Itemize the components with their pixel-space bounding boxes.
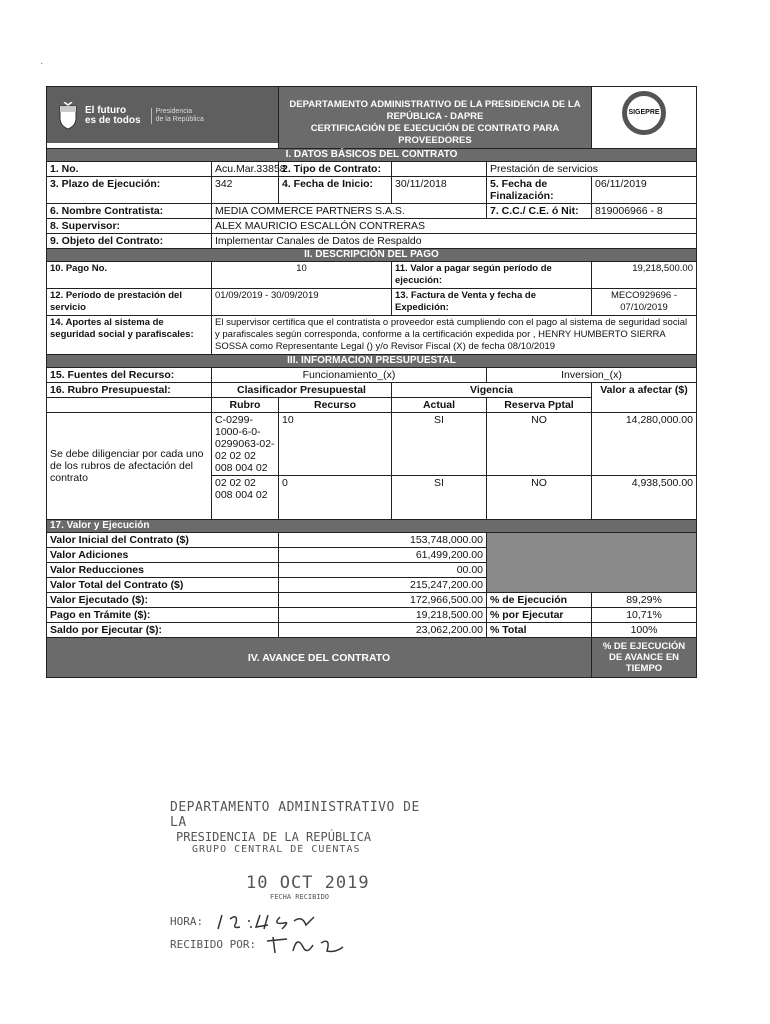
stamp-recibido	[170, 933, 430, 957]
inicio-value: 30/11/2018	[392, 177, 487, 204]
table-row	[47, 413, 697, 476]
no-value: Acu.Mar.33858	[212, 162, 279, 177]
valor-reducciones-value: 00.00	[279, 563, 487, 578]
reserva-col-header: Reserva Pptal	[487, 398, 592, 413]
valor-pagar-label: 11. Valor a pagar según período de ejecución:	[392, 262, 592, 289]
valor-adiciones-value: 61,499,200.00	[279, 548, 487, 563]
sigepre-seal-icon: SIGEPRE	[622, 91, 666, 135]
valor-cell: 4,938,500.00	[592, 476, 697, 520]
nit-label: 7. C.C./ C.E. ó Nit:	[487, 204, 592, 219]
actual-col-header: Actual	[392, 398, 487, 413]
hora-label: HORA:	[170, 915, 204, 928]
coat-of-arms-icon	[57, 102, 79, 130]
aportes-label: 14. Aportes al sistema de seguridad social y parafiscales:	[47, 316, 212, 355]
valor-pagar-value: 19,218,500.00	[592, 262, 697, 289]
valor-inicial-label: Valor Inicial del Contrato ($)	[47, 533, 279, 548]
contratista-value: MEDIA COMMERCE PARTNERS S.A.S.	[212, 204, 487, 219]
scan-mark: ·	[40, 58, 44, 69]
reserva-cell: NO	[487, 413, 592, 476]
vigencia-header: Vigencia	[392, 383, 592, 398]
handwritten-signature-icon	[263, 933, 373, 957]
valor-afectar-header: Valor a afectar ($)	[592, 383, 697, 413]
sigepre-cell	[592, 87, 697, 149]
contratista-label: 6. Nombre Contratista:	[47, 204, 212, 219]
pago-value: 10	[212, 262, 392, 289]
factura-label: 13. Factura de Venta y fecha de Expedición:	[392, 289, 592, 316]
pct-total-value: 100%	[592, 623, 697, 638]
periodo-label: 12. Período de prestación del servicio	[47, 289, 212, 316]
valor-ejecutado-value: 172,966,500.00	[279, 593, 487, 608]
rubro-label: 16. Rubro Presupuestal:	[47, 383, 212, 398]
valor-total-value: 215,247,200.00	[279, 578, 487, 593]
plazo-label: 3. Plazo de Ejecución:	[47, 177, 212, 204]
pct-ejecucion-value: 89,29%	[592, 593, 697, 608]
certificate-table	[46, 86, 697, 678]
stamp-date-caption: FECHA RECIBIDO	[270, 893, 330, 901]
stamp-hora	[170, 911, 430, 933]
valor-cell: 14,280,000.00	[592, 413, 697, 476]
handwritten-time-icon	[210, 911, 330, 933]
pago-label: 10. Pago No.	[47, 262, 212, 289]
inicio-label: 4. Fecha de Inicio:	[279, 177, 392, 204]
periodo-value: 01/09/2019 - 30/09/2019	[212, 289, 392, 316]
supervisor-value: ALEX MAURICIO ESCALLÓN CONTRERAS	[212, 219, 697, 234]
nit-value: 819006966 - 8	[592, 204, 697, 219]
pct-por-ejecutar-label: % por Ejecutar	[487, 608, 592, 623]
header-row	[47, 87, 697, 149]
recurso-cell: 0	[279, 476, 392, 520]
section-1-title: I. DATOS BÁSICOS DEL CONTRATO	[47, 149, 697, 162]
brand-text: El futuro es de todos	[85, 105, 141, 126]
actual-cell: SI	[392, 413, 487, 476]
aportes-value: El supervisor certifica que el contratista o proveedor está cumpliendo con el pago al sistema de seguridad social y parafiscales según corresponda, conforme a la certificación expedida por , HENRY HUMBERTO SIERRA SOSSA como Representante Legal () y/o Revisor Fiscal (X) de fecha 08/10/2019	[212, 316, 697, 355]
pct-total-label: % Total	[487, 623, 592, 638]
tipo-value: Prestación de servicios	[487, 162, 697, 177]
avance-tiempo-header: % DE EJECUCIÓN DE AVANCE EN TIEMPO	[592, 638, 697, 678]
pct-ejecucion-label: % de Ejecución	[487, 593, 592, 608]
objeto-label: 9. Objeto del Contrato:	[47, 234, 212, 249]
recurso-cell: 10	[279, 413, 392, 476]
no-label: 1. No.	[47, 162, 212, 177]
inversion-value: Inversion_(x)	[487, 368, 697, 383]
fin-value: 06/11/2019	[592, 177, 697, 204]
document-title: DEPARTAMENTO ADMINISTRATIVO DE LA PRESIDENCIA DE LA REPÚBLICA - DAPRE CERTIFICACIÓN DE EJECUCIÓN DE CONTRATO PARA PROVEEDORES	[279, 87, 592, 149]
recibido-label: RECIBIDO POR:	[170, 938, 257, 951]
logo-cell	[47, 87, 279, 149]
objeto-value: Implementar Canales de Datos de Respaldo	[212, 234, 697, 249]
tipo-label: 2. Tipo de Contrato:	[279, 162, 392, 177]
stamp-line-2: PRESIDENCIA DE LA REPÚBLICA	[176, 830, 372, 844]
stamp-line-1: DEPARTAMENTO ADMINISTRATIVO DE LA	[170, 800, 420, 830]
valor-inicial-value: 153,748,000.00	[279, 533, 487, 548]
section-2-title: II. DESCRIPCIÓN DEL PAGO	[47, 249, 697, 262]
saldo-label: Saldo por Ejecutar ($):	[47, 623, 279, 638]
rubro-note: Se debe diligenciar por cada uno de los rubros de afectación del contrato	[47, 413, 212, 520]
clasificador-header: Clasificador Presupuestal	[212, 383, 392, 398]
pago-tramite-value: 19,218,500.00	[279, 608, 487, 623]
section-17-title: 17. Valor y Ejecución	[47, 520, 697, 533]
valor-adiciones-label: Valor Adiciones	[47, 548, 279, 563]
factura-value: MECO929696 - 07/10/2019	[592, 289, 697, 316]
stamp-line-3: GRUPO CENTRAL DE CUENTAS	[192, 844, 361, 855]
recurso-col-header: Recurso	[279, 398, 392, 413]
certification-document	[46, 86, 696, 678]
funcionamiento-value: Funcionamiento_(x)	[212, 368, 487, 383]
stamp-date: 10 OCT 2019	[246, 873, 370, 893]
pago-tramite-label: Pago en Trámite ($):	[47, 608, 279, 623]
fuentes-label: 15. Fuentes del Recurso:	[47, 368, 212, 383]
valor-ejecutado-label: Valor Ejecutado ($):	[47, 593, 279, 608]
section-4-title: IV. AVANCE DEL CONTRATO	[47, 638, 592, 678]
rubro-col-header: Rubro	[212, 398, 279, 413]
reserva-cell: NO	[487, 476, 592, 520]
actual-cell: SI	[392, 476, 487, 520]
section-3-title: III. INFORMACION PRESUPUESTAL	[47, 355, 697, 368]
presidencia-text: Presidencia de la República	[151, 108, 204, 124]
supervisor-label: 8. Supervisor:	[47, 219, 212, 234]
fin-label: 5. Fecha de Finalización:	[487, 177, 592, 204]
plazo-value: 342	[212, 177, 279, 204]
saldo-value: 23,062,200.00	[279, 623, 487, 638]
valor-total-label: Valor Total del Contrato ($)	[47, 578, 279, 593]
rubro-cell: 02 02 02 008 004 02	[212, 476, 279, 520]
valor-reducciones-label: Valor Reducciones	[47, 563, 279, 578]
pct-por-ejecutar-value: 10,71%	[592, 608, 697, 623]
rubro-cell: C-0299-1000-6-0-0299063-02-02 02 02 008 004 02	[212, 413, 279, 476]
received-stamp	[170, 800, 430, 957]
gray-block	[487, 533, 697, 593]
